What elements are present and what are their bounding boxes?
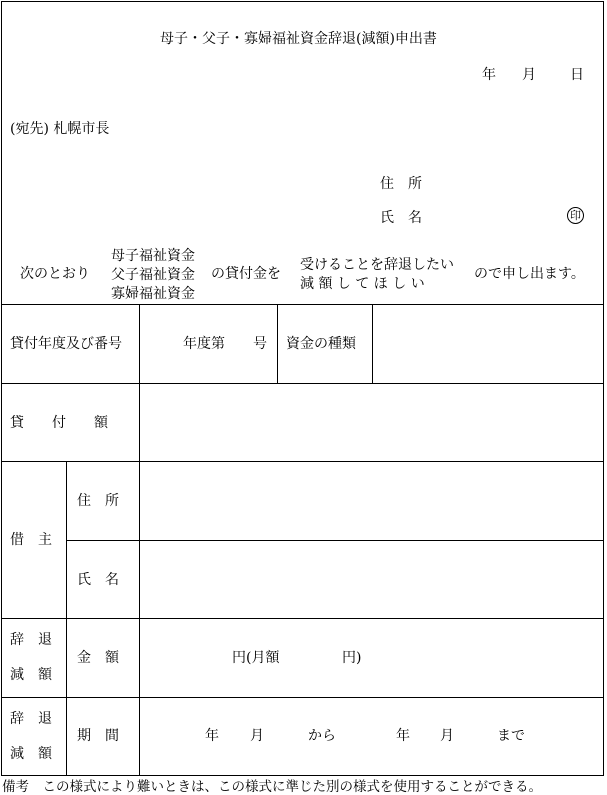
- fund-type-label: 資金の種類: [286, 336, 356, 352]
- statement-suffix: ので申し出ます。: [474, 266, 585, 282]
- row-line-3: [67, 540, 604, 541]
- fund-option-3: 寡婦福祉資金: [111, 286, 195, 302]
- loan-year-number-label: 貸付年度及び番号: [10, 336, 122, 352]
- label-column-line: [139, 304, 140, 776]
- applicant-name-label: 氏 名: [380, 210, 422, 226]
- borrower-name-label: 氏 名: [77, 572, 119, 588]
- date-month: 月: [522, 67, 536, 83]
- statement-prefix: 次のとおり: [20, 266, 90, 282]
- loan-year-number-field[interactable]: 年度第 号: [183, 336, 267, 352]
- fund-option-2: 父子福祉資金: [111, 267, 195, 283]
- row-line-5: [1, 697, 604, 698]
- period-from-text: から: [308, 728, 336, 744]
- row-line-2: [1, 461, 604, 462]
- amount-label-reduce: 減 額: [10, 667, 52, 683]
- addressee: (宛先) 札幌市長: [10, 121, 110, 137]
- applicant-address-label: 住 所: [380, 176, 422, 192]
- amount-yen-field[interactable]: 円(月額: [232, 650, 280, 666]
- seal-mark: 印: [567, 207, 584, 224]
- borrower-address-label: 住 所: [77, 493, 119, 509]
- period-label-decline: 辞 退: [10, 711, 52, 727]
- row-line-1: [1, 383, 604, 384]
- date-day: 日: [570, 67, 584, 83]
- period-to-year[interactable]: 年: [396, 728, 410, 744]
- period-to-month[interactable]: 月: [440, 728, 454, 744]
- amount-sub-label: 金 額: [77, 650, 119, 666]
- date-year: 年: [482, 67, 496, 83]
- period-sub-label: 期 間: [77, 728, 119, 744]
- footnote: 備考 この様式により難いときは、この様式に準じた別の様式を使用することができる。: [2, 779, 542, 795]
- period-from-year[interactable]: 年: [205, 728, 219, 744]
- table-top-line: [1, 304, 604, 305]
- option-decline: 受けることを辞退したい: [300, 257, 454, 273]
- form-title: 母子・父子・寡婦福祉資金辞退(減額)申出書: [160, 31, 437, 47]
- sub-label-divider: [66, 461, 67, 776]
- loan-amount-label: 貸 付 額: [10, 415, 108, 431]
- period-until-text: まで: [497, 728, 525, 744]
- amount-monthly-close: 円): [342, 650, 362, 666]
- fund-type-divider: [372, 304, 373, 383]
- borrower-label: 借 主: [10, 532, 52, 548]
- period-label-reduce: 減 額: [10, 746, 52, 762]
- option-reduce: 減 額 し て ほ し い: [300, 276, 425, 292]
- year-no-divider: [277, 304, 278, 383]
- row-line-4: [1, 618, 604, 619]
- period-from-month[interactable]: 月: [250, 728, 264, 744]
- amount-label-decline: 辞 退: [10, 632, 52, 648]
- fund-option-1: 母子福祉資金: [111, 248, 195, 264]
- statement-middle: の貸付金を: [211, 266, 281, 282]
